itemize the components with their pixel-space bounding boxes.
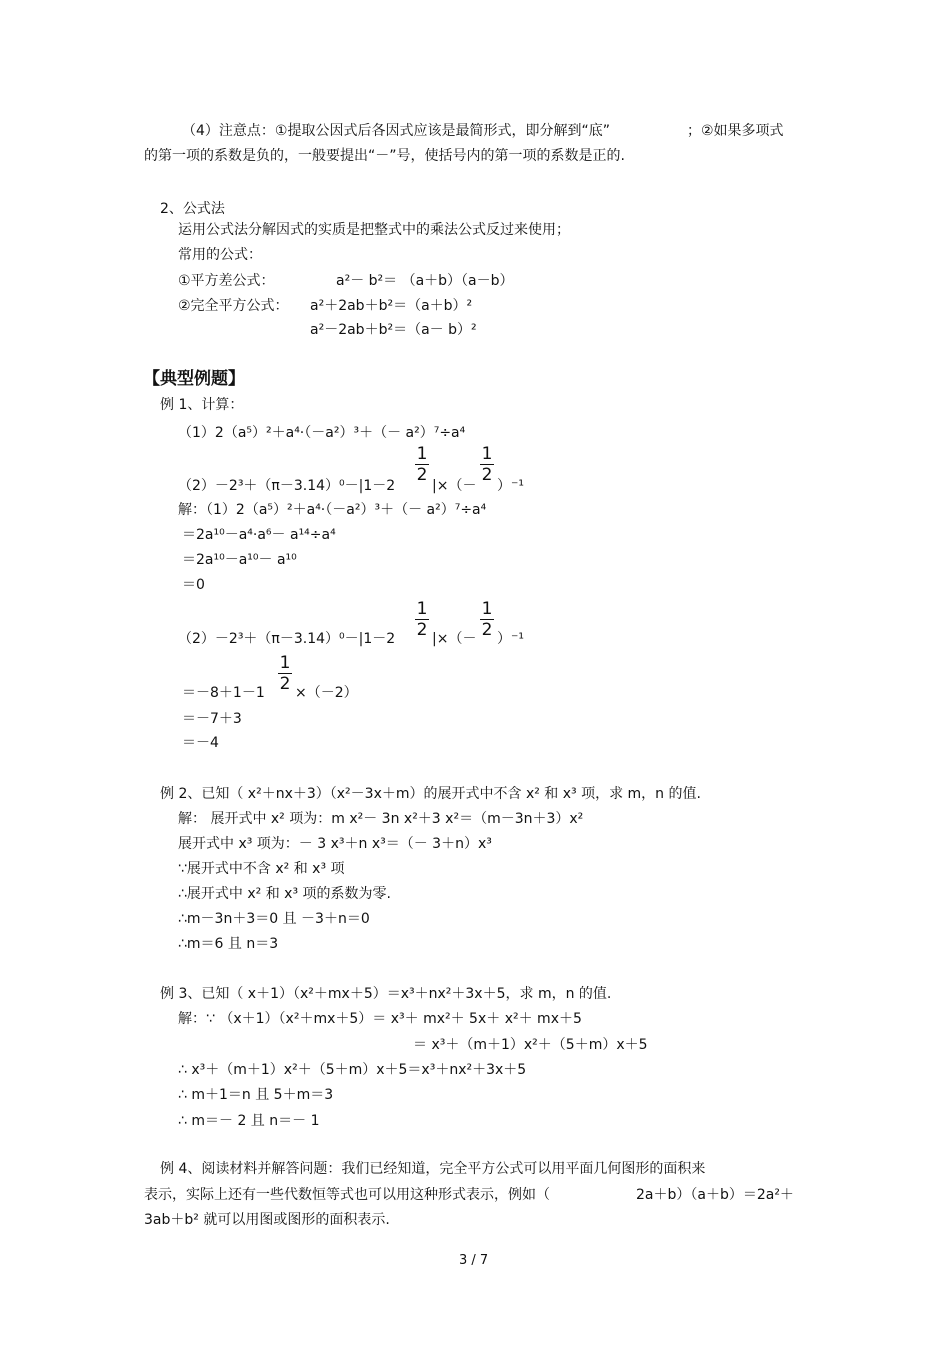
- ex4-line-3: 3ab＋b² 就可以用图或图形的面积表示.: [144, 1212, 390, 1228]
- ex1-question-2-end: ）⁻¹: [497, 478, 525, 494]
- ex3-line-4: ∴ m＋1＝n 且 5＋m＝3: [178, 1087, 334, 1103]
- ex4-line-1: 例 4、阅读材料并解答问题：我们已经知道，完全平方公式可以用平面几何图形的面积来: [160, 1161, 706, 1177]
- ex1-question-2-tail: |×（－: [432, 478, 477, 494]
- ex1-step-6: ＝－4: [182, 735, 219, 751]
- ex2-line-4: ∴展开式中 x² 和 x³ 项的系数为零.: [178, 886, 391, 902]
- ex1-step-5: ＝－7＋3: [182, 711, 242, 727]
- fraction-numerator: 1: [416, 444, 428, 464]
- fraction-denominator: 2: [416, 465, 428, 485]
- diff-squares-label: ①平方差公式：: [178, 273, 275, 289]
- ex1-sol2-fraction-a: [415, 600, 429, 639]
- ex1-step-4-head: ＝－8＋1－1: [182, 685, 265, 701]
- ex3-line-5: ∴ m＝－ 2 且 n＝－ 1: [178, 1113, 320, 1129]
- ex2-line-3: ∵展开式中不含 x² 和 x³ 项: [178, 861, 345, 877]
- fraction-denominator: 2: [481, 465, 493, 485]
- ex1-question-1: （1）2（a⁵）²＋a⁴·（－a²）³＋（－ a²）⁷÷a⁴: [178, 425, 466, 441]
- ex2-line-1: 解： 展开式中 x² 项为：m x²－ 3n x²＋3 x²＝（m－3n＋3）x²: [178, 811, 584, 827]
- ex1-question-2-head: （2）－2³＋（π－3.14）⁰－|1－2: [178, 478, 396, 494]
- diff-squares-formula: a²－ b²＝ （a＋b）（a－b）: [336, 273, 514, 289]
- fraction-denominator: 2: [279, 674, 291, 694]
- ex1-solution-2-end: ）⁻¹: [497, 631, 525, 647]
- ex1-solution-2-tail: |×（－: [432, 631, 477, 647]
- ex1-q2-fraction-b: [480, 445, 494, 484]
- ex1-sol2-fraction-b: [480, 600, 494, 639]
- page-number: 3 / 7: [459, 1253, 489, 1268]
- ex3-title: 例 3、已知（ x＋1）（x²＋mx＋5）＝x³＋nx²＋3x＋5，求 m，n 的值.: [160, 986, 612, 1002]
- examples-heading: 【典型例题】: [143, 369, 245, 389]
- fraction-numerator: 1: [416, 599, 428, 619]
- ex1-solution-1: 解：（1）2（a⁵）²＋a⁴·（－a²）³＋（－ a²）⁷÷a⁴: [178, 502, 487, 518]
- ex2-line-2: 展开式中 x³ 项为：－ 3 x³＋n x³＝（－ 3＋n）x³: [178, 836, 492, 852]
- perfect-square-formula-1: a²＋2ab＋b²＝（a＋b）²: [310, 298, 473, 314]
- ex1-solution-2-head: （2）－2³＋（π－3.14）⁰－|1－2: [178, 631, 396, 647]
- ex1-step4-fraction: [278, 654, 292, 693]
- ex2-line-5: ∴m－3n＋3＝0 且 －3＋n＝0: [178, 911, 370, 927]
- ex1-title: 例 1、计算：: [160, 397, 244, 413]
- ex1-step-2: ＝2a¹⁰－a¹⁰－ a¹⁰: [182, 552, 297, 568]
- ex3-line-2: ＝ x³＋（m＋1）x²＋（5＋m）x＋5: [413, 1037, 648, 1053]
- ex3-line-1: 解：∵ （x＋1）（x²＋mx＋5）＝ x³＋ mx²＋ 5x＋ x²＋ mx＋5: [178, 1011, 582, 1027]
- ex4-line-2-b: 2a＋b）（a＋b）＝2a²＋: [636, 1187, 794, 1203]
- formula-method-desc: 运用公式法分解因式的实质是把整式中的乘法公式反过来使用；: [178, 222, 570, 238]
- formula-method-title: 2、公式法: [160, 201, 225, 217]
- fraction-denominator: 2: [416, 620, 428, 640]
- common-formulas-label: 常用的公式：: [178, 247, 262, 263]
- fraction-numerator: 1: [481, 599, 493, 619]
- ex1-step-1: ＝2a¹⁰－a⁴·a⁶－ a¹⁴÷a⁴: [182, 527, 336, 543]
- ex3-line-3: ∴ x³＋（m＋1）x²＋（5＋m）x＋5＝x³＋nx²＋3x＋5: [178, 1062, 527, 1078]
- fraction-denominator: 2: [481, 620, 493, 640]
- ex4-line-2-a: 表示，实际上还有一些代数恒等式也可以用这种形式表示，例如（: [144, 1187, 550, 1203]
- perfect-square-label: ②完全平方公式：: [178, 298, 289, 314]
- fraction-numerator: 1: [279, 653, 291, 673]
- ex2-title: 例 2、已知（ x²＋nx＋3）（x²－3x＋m）的展开式中不含 x² 和 x³ 项，求 m，n 的值.: [160, 786, 701, 802]
- fraction-numerator: 1: [481, 444, 493, 464]
- ex1-step-3: ＝0: [182, 577, 205, 593]
- ex1-q2-fraction-a: [415, 445, 429, 484]
- note4-line1-b: ；②如果多项式: [687, 123, 784, 139]
- ex1-step-4-tail: ×（－2）: [295, 685, 358, 701]
- note4-line2: 的第一项的系数是负的，一般要提出“－”号，使括号内的第一项的系数是正的.: [144, 148, 625, 164]
- perfect-square-formula-2: a²－2ab＋b²＝（a－ b）²: [310, 322, 477, 338]
- ex2-line-6: ∴m＝6 且 n＝3: [178, 936, 279, 952]
- note4-line1-a: （4）注意点：①提取公因式后各因式应该是最简形式，即分解到“底”: [182, 123, 610, 139]
